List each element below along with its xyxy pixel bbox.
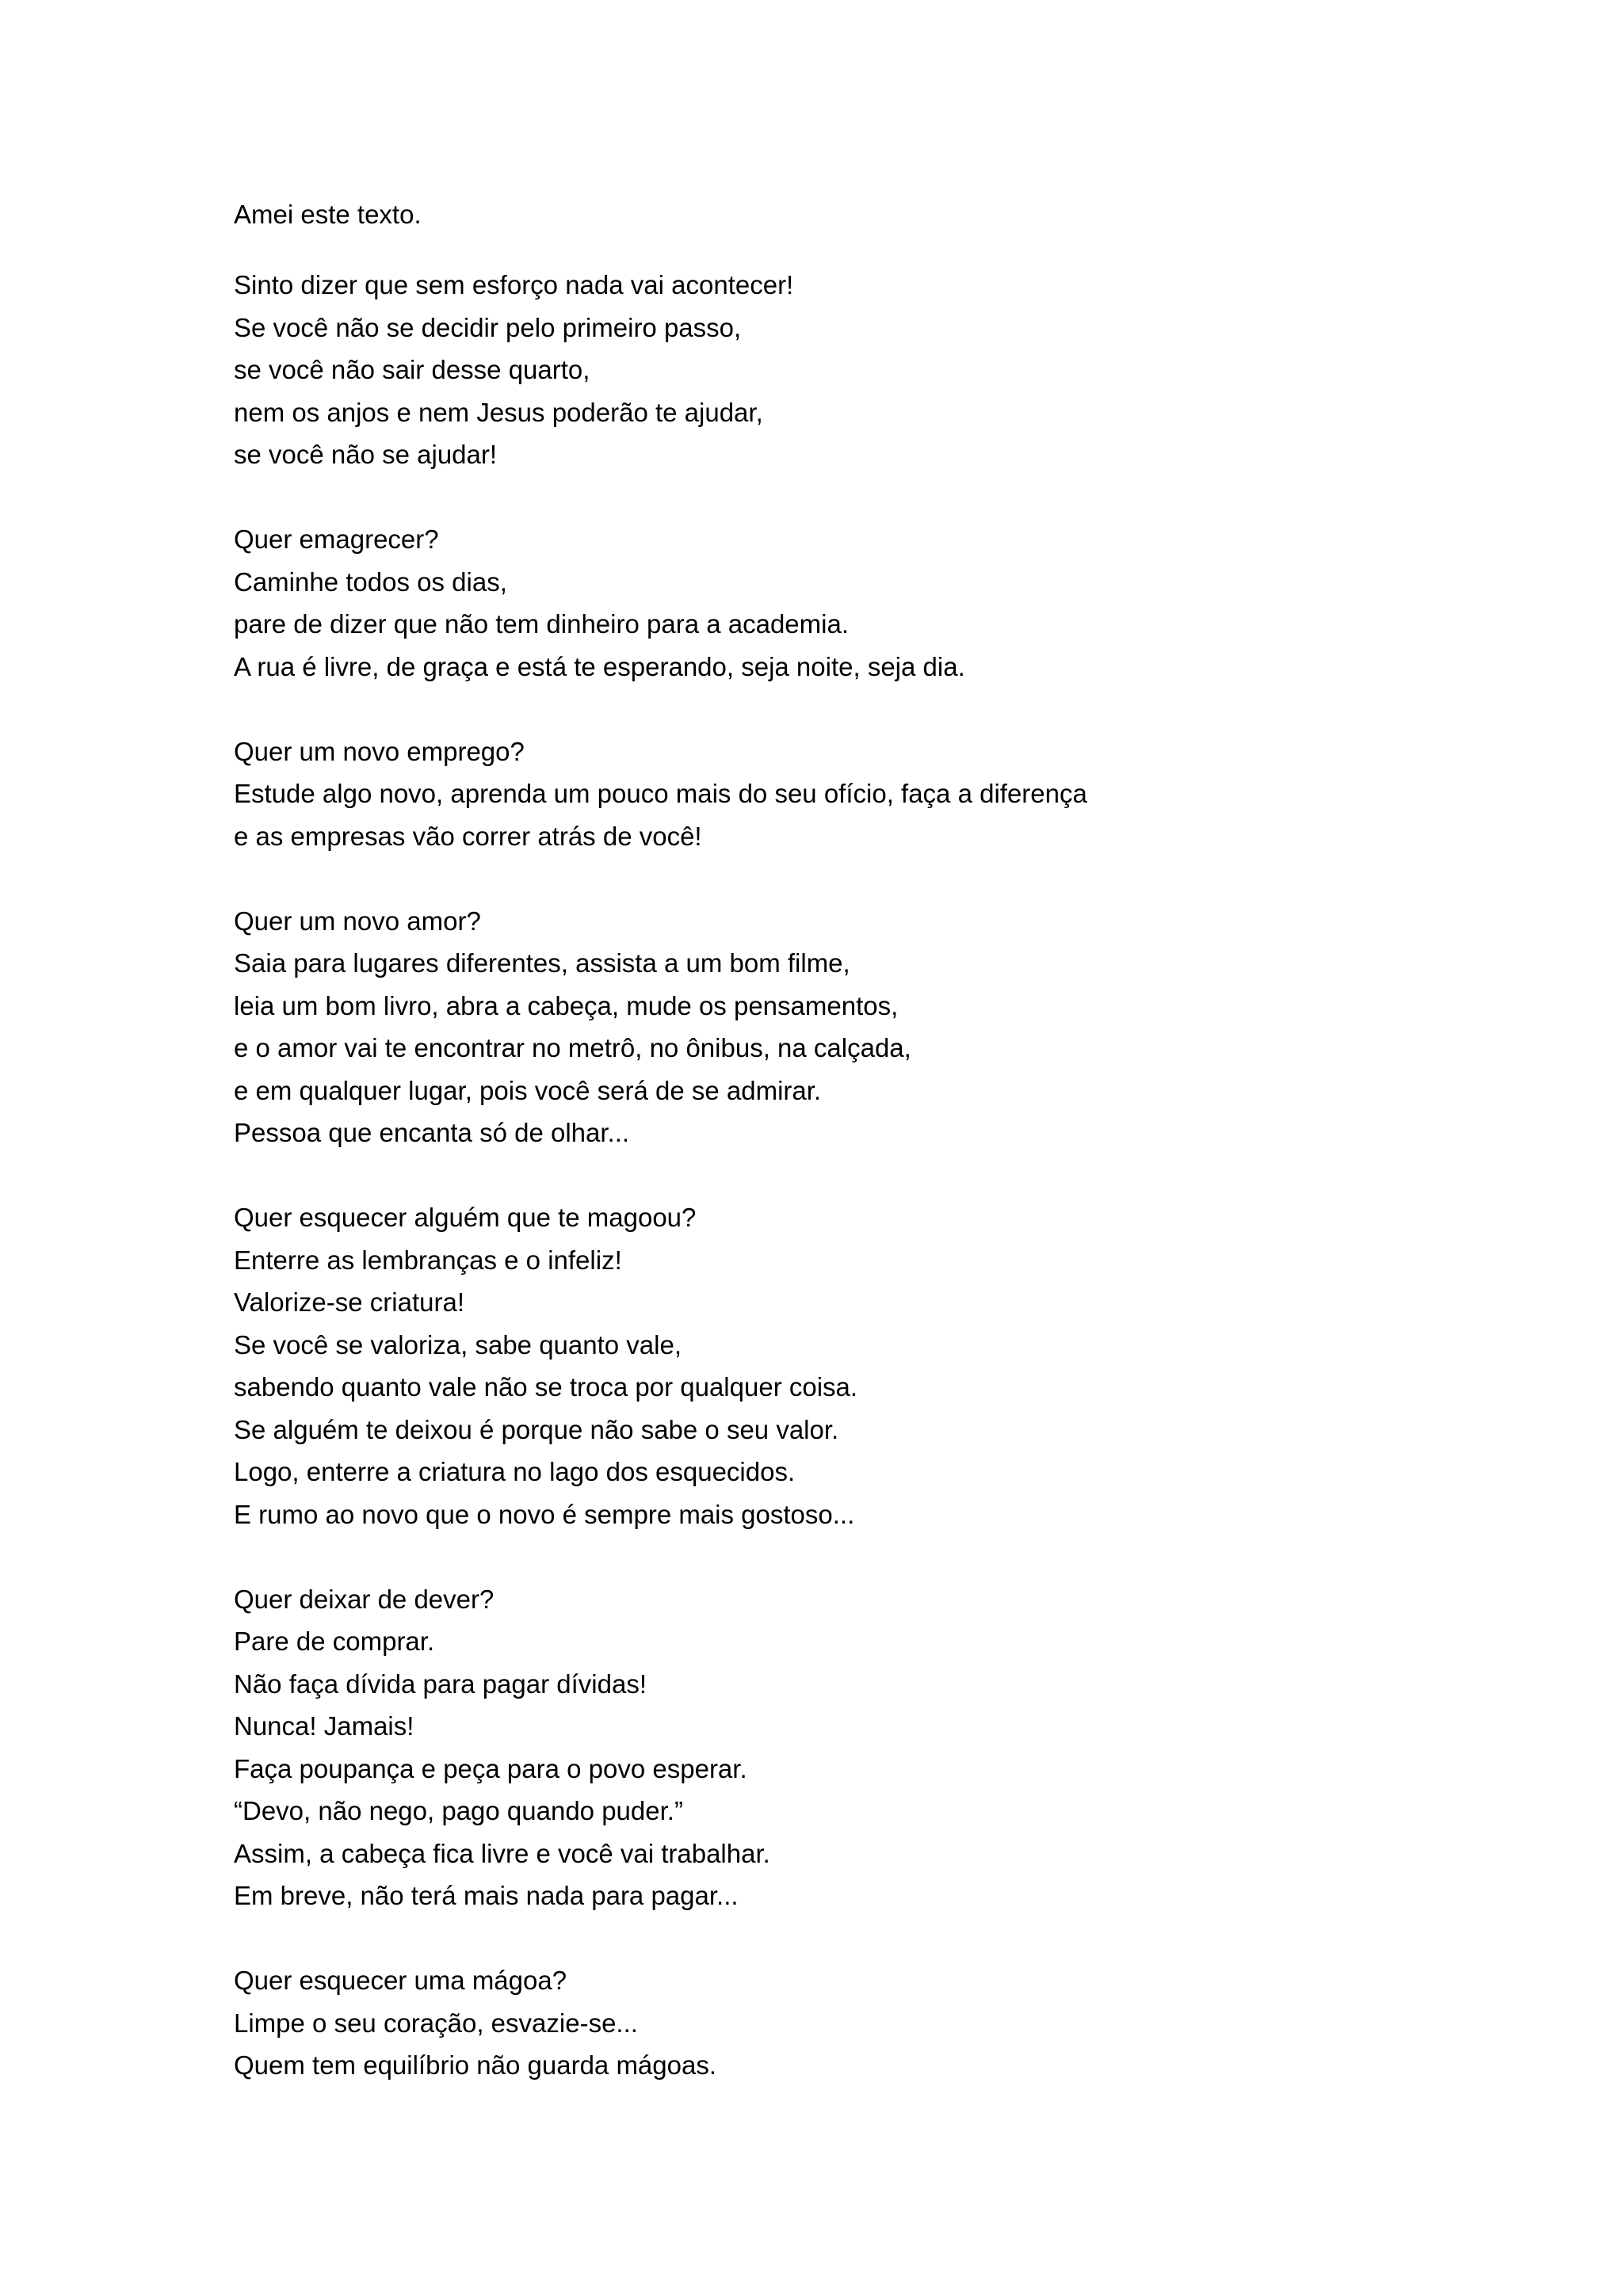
text-line: sabendo quanto vale não se troca por qualquer coisa.: [234, 1372, 858, 1402]
stanza: [234, 1578, 1541, 1917]
text-line: Quer emagrecer?: [234, 524, 439, 554]
text-line: Sinto dizer que sem esforço nada vai acontecer!: [234, 270, 794, 299]
text-line: Enterre as lembranças e o infeliz!: [234, 1245, 622, 1275]
text-line: nem os anjos e nem Jesus poderão te ajudar,: [234, 397, 763, 427]
text-line: A rua é livre, de graça e está te esperando, seja noite, seja dia.: [234, 651, 965, 681]
text-line: Quer um novo emprego?: [234, 736, 525, 766]
text-line: pare de dizer que não tem dinheiro para a academia.: [234, 609, 849, 639]
text-line: Quer deixar de dever?: [234, 1584, 495, 1614]
text-line: Quer esquecer alguém que te magoou?: [234, 1203, 697, 1232]
text-line: Se você não se decidir pelo primeiro passo,: [234, 312, 742, 342]
text-line: e as empresas vão correr atrás de você!: [234, 821, 702, 851]
text-line: Se você se valoriza, sabe quanto vale,: [234, 1329, 682, 1360]
text-line: Logo, enterre a criatura no lago dos esquecidos.: [234, 1457, 796, 1486]
text-line: Estude algo novo, aprenda um pouco mais do seu ofício, faça a diferença: [234, 779, 1087, 808]
text-line: Pare de comprar.: [234, 1627, 435, 1656]
text-line: Quem tem equilíbrio não guarda mágoas.: [234, 2050, 717, 2080]
text-line: Saia para lugares diferentes, assista a um bom filme,: [234, 948, 850, 978]
text-line: se você não sair desse quarto,: [234, 355, 590, 384]
text-line: e em qualquer lugar, pois você será de se admirar.: [234, 1075, 822, 1105]
text-line: Faça poupança e peça para o povo esperar.: [234, 1753, 747, 1783]
text-line: Caminhe todos os dias,: [234, 566, 507, 597]
text-line: e o amor vai te encontrar no metrô, no ônibus, na calçada,: [234, 1033, 911, 1062]
text-line: Pessoa que encanta só de olhar...: [234, 1118, 630, 1147]
text-line: Se alguém te deixou é porque não sabe o seu valor.: [234, 1414, 839, 1444]
text-line: Quer um novo amor?: [234, 906, 481, 936]
text-line: Assim, a cabeça fica livre e você vai trabalhar.: [234, 1838, 770, 1868]
stanza: [234, 900, 1541, 1154]
document-body: [234, 193, 1541, 2087]
text-line: Quer esquecer uma mágoa?: [234, 1966, 567, 1995]
stanza: [234, 1196, 1541, 1535]
text-line: Limpe o seu coração, esvazie-se...: [234, 2008, 638, 2038]
text-line: Valorize-se criatura!: [234, 1287, 464, 1317]
intro-line: Amei este texto.: [234, 200, 422, 229]
text-line: se você não se ajudar!: [234, 440, 498, 469]
stanza: [234, 518, 1541, 688]
text-line: Não faça dívida para pagar dívidas!: [234, 1669, 647, 1699]
stanza: [234, 264, 1541, 476]
text-line: “Devo, não nego, pago quando puder.”: [234, 1796, 683, 1825]
text-line: E rumo ao novo que o novo é sempre mais gostoso...: [234, 1499, 855, 1529]
stanza: [234, 1959, 1541, 2087]
text-line: Em breve, não terá mais nada para pagar...: [234, 1881, 739, 1910]
text-line: Nunca! Jamais!: [234, 1711, 414, 1741]
stanza: [234, 730, 1541, 858]
stanza-list: [234, 264, 1541, 2087]
text-line: leia um bom livro, abra a cabeça, mude os pensamentos,: [234, 990, 899, 1020]
